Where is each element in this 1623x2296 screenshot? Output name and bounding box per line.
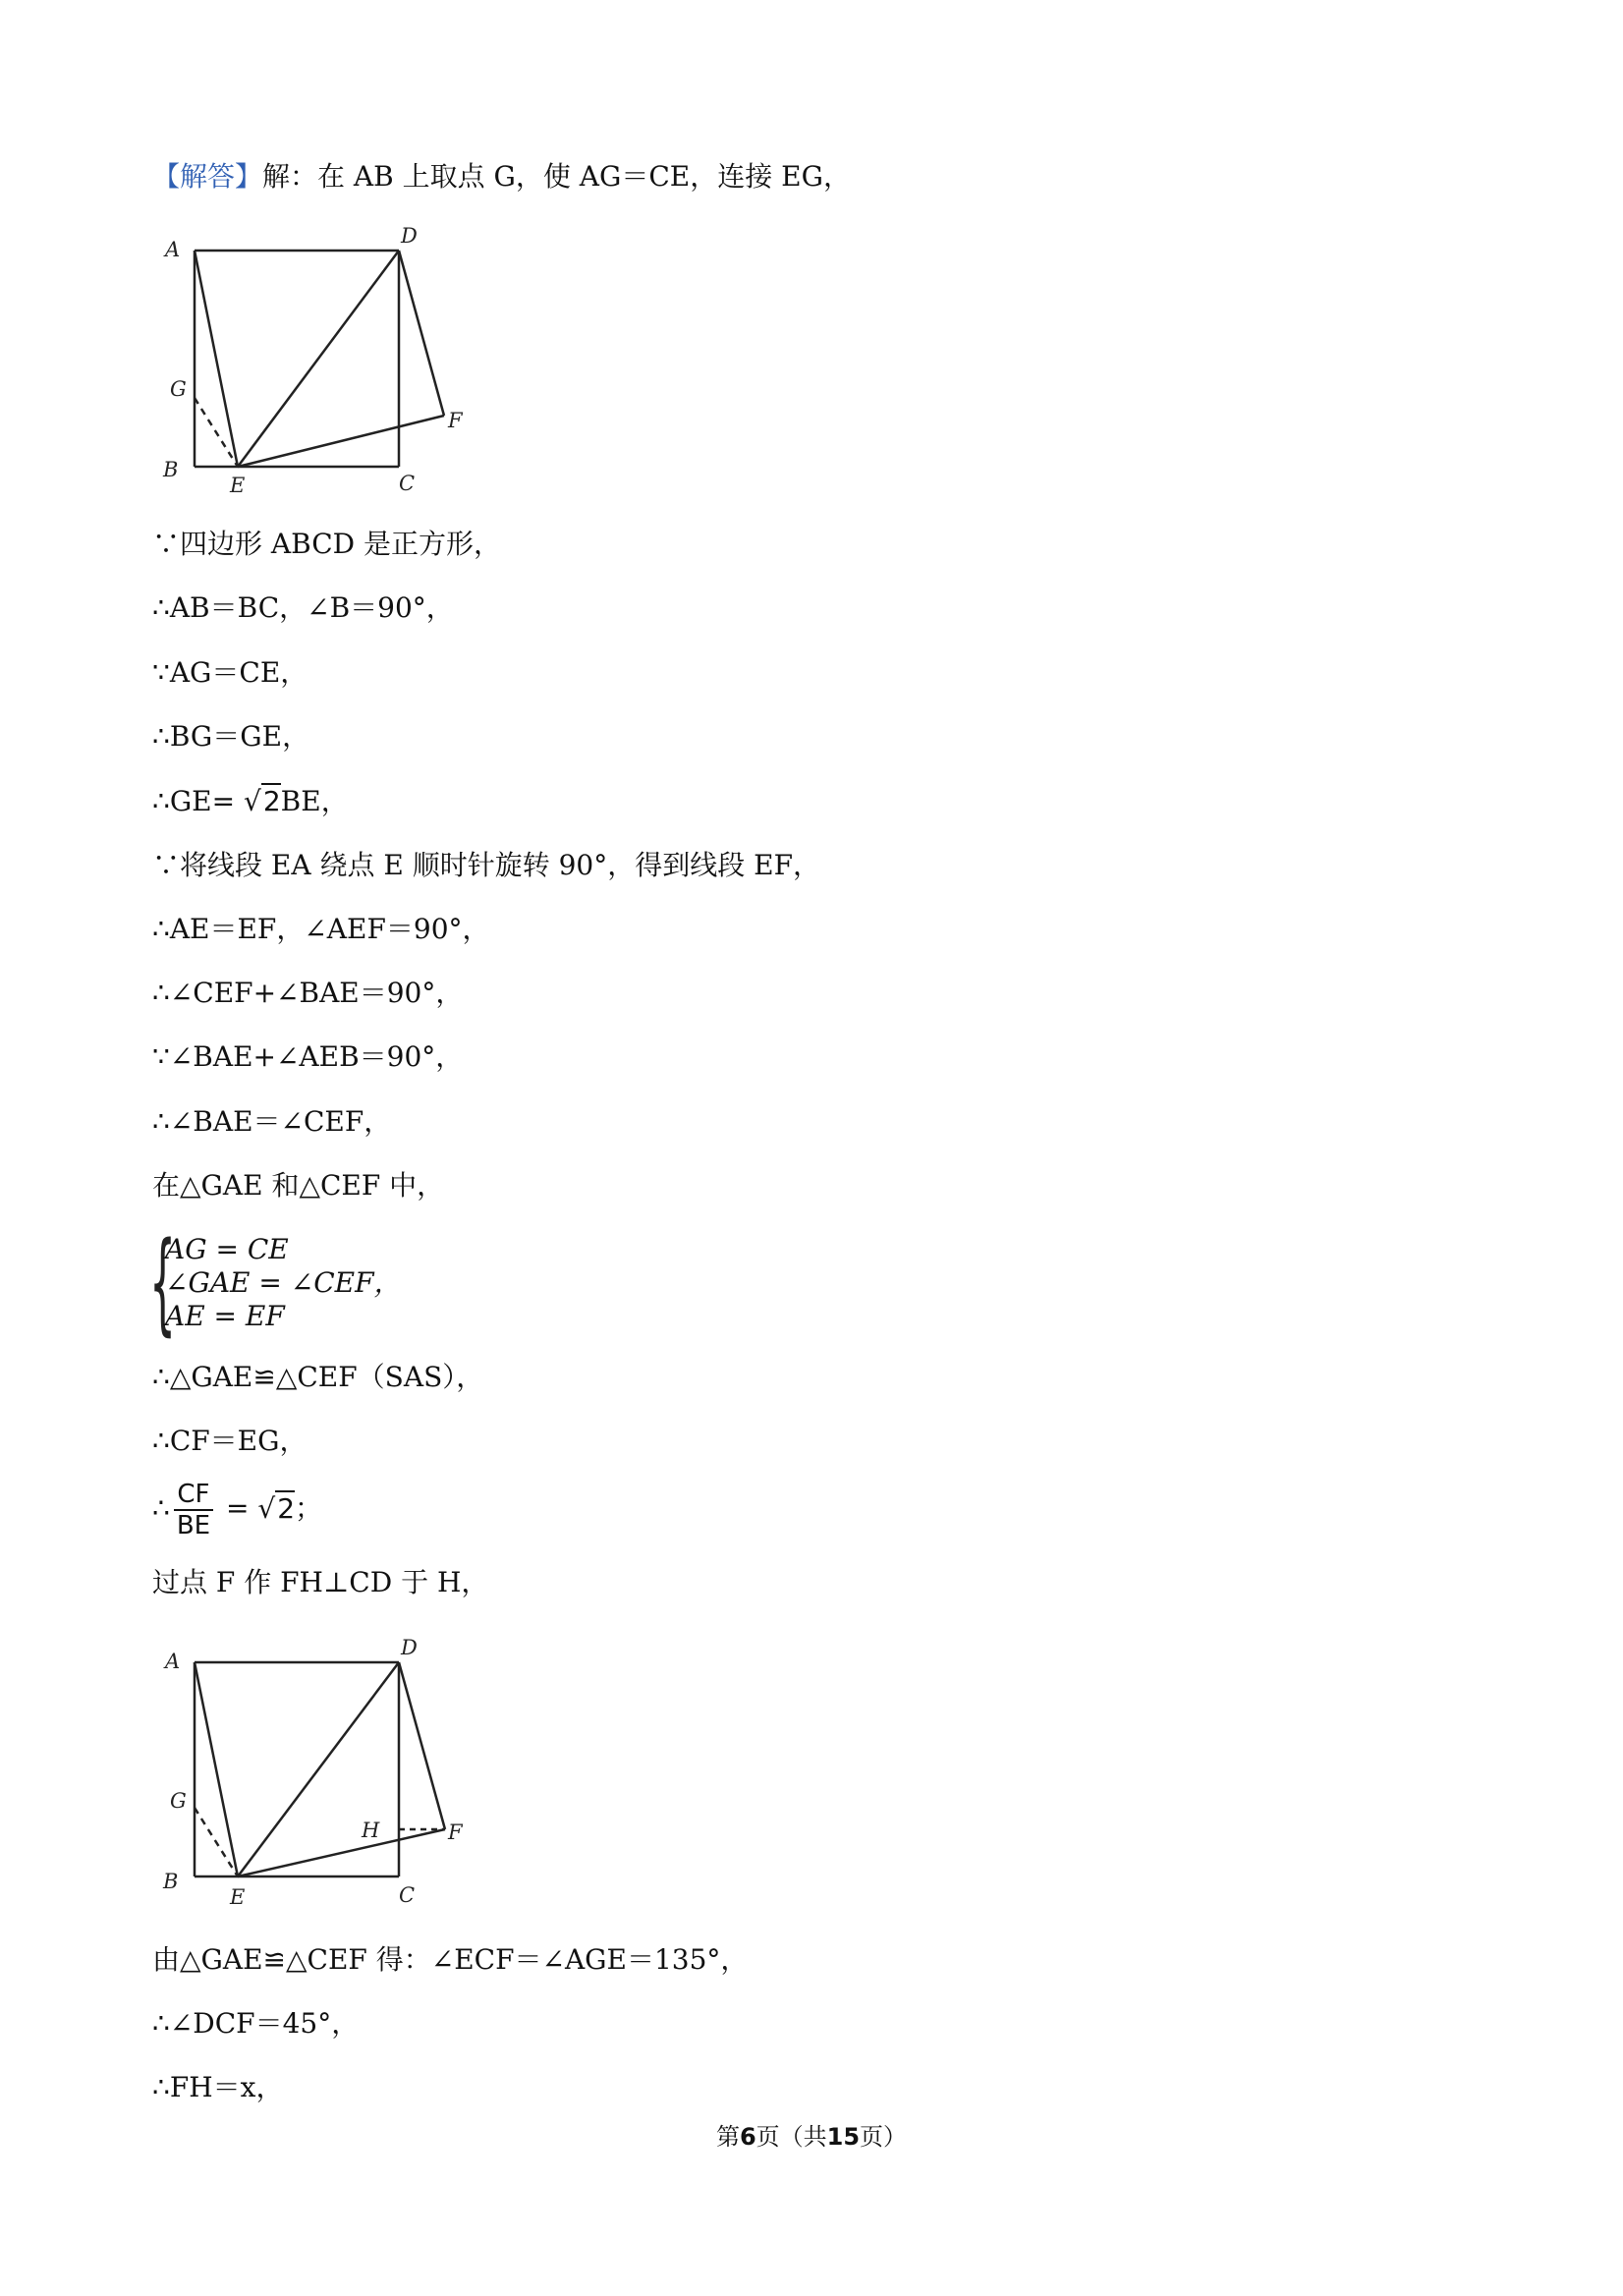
label2-H: H (362, 1819, 380, 1842)
page-footer (0, 2117, 1623, 2152)
square-diagram-1 (147, 221, 481, 501)
step-10: ∴∠BAE＝∠CEF， (152, 1105, 392, 1138)
square-diagram-2 (147, 1621, 481, 1906)
step-5-lead: ∴GE= (152, 785, 236, 817)
label-D: D (401, 224, 418, 248)
footer-post: 页） (860, 2123, 908, 2151)
footer-page-number: 6 (739, 2123, 756, 2151)
fraction (174, 1480, 213, 1540)
sqrt-2 (244, 784, 281, 819)
step-2: ∴AB＝BC，∠B＝90°， (152, 591, 454, 624)
label2-G: G (170, 1789, 187, 1813)
system-row-1: AG = CE (165, 1233, 289, 1265)
label2-C: C (399, 1883, 416, 1906)
label2-D: D (401, 1636, 418, 1659)
step-16: ∴∠DCF＝45°， (152, 2007, 360, 2040)
step-7: ∴AE＝EF，∠AEF＝90°， (152, 913, 490, 945)
step-9: ∵∠BAE+∠AEB＝90°， (152, 1040, 464, 1073)
label-C: C (399, 472, 416, 495)
label-B: B (163, 458, 179, 481)
step-8: ∴∠CEF+∠BAE＝90°， (152, 977, 464, 1009)
fraction-tail: ； (295, 1491, 323, 1525)
step-12: ∴△GAE≌△CEF（SAS）， (152, 1361, 484, 1393)
step-1: ∵四边形 ABCD 是正方形， (152, 528, 501, 560)
label2-E: E (230, 1885, 246, 1906)
step-14: 过点 F 作 FH⊥CD 于 H， (152, 1566, 489, 1598)
left-brace: { (149, 1219, 177, 1347)
footer-total-pages: 15 (826, 2123, 861, 2151)
fraction-sqrt (257, 1491, 295, 1527)
system-row-2: ∠GAE = ∠CEF， (165, 1266, 402, 1299)
step-15: 由△GAE≌△CEF 得：∠ECF＝∠AGE＝135°， (152, 1943, 749, 1976)
label2-F: F (448, 1820, 463, 1844)
sqrt-sign: √ (244, 785, 261, 817)
figure-1 (147, 221, 481, 505)
sqrt-radicand: 2 (262, 785, 281, 817)
seg-de (238, 251, 399, 467)
answer-tag: 【解答】 (152, 160, 263, 193)
step-5 (152, 784, 349, 819)
seg2-df (399, 1662, 445, 1829)
answer-heading (152, 159, 851, 195)
label-E: E (230, 474, 246, 497)
footer-pre: 第 (715, 2123, 740, 2151)
label-A: A (165, 238, 181, 261)
fraction-numerator: CF (174, 1480, 213, 1511)
footer-mid: 页（共 (756, 2123, 827, 2151)
label-F: F (448, 409, 463, 432)
step-11: 在△GAE 和△CEF 中， (152, 1169, 445, 1202)
label2-A: A (165, 1650, 181, 1673)
answer-intro: 解：在 AB 上取点 G，使 AG＝CE，连接 EG， (262, 160, 851, 193)
step-17: ∴FH＝x， (152, 2071, 284, 2103)
fraction-prefix: ∴ (152, 1491, 170, 1525)
fraction-sqrt-radicand: 2 (277, 1491, 296, 1525)
step-4: ∴BG＝GE， (152, 720, 310, 753)
step-6: ∵将线段 EA 绕点 E 顺时针旋转 90°，得到线段 EF， (152, 849, 821, 881)
system-row-3: AE = EF (165, 1300, 285, 1332)
step-5-tail: BE， (280, 785, 349, 817)
fraction-sqrt-sign: √ (257, 1491, 276, 1525)
fraction-line (152, 1480, 322, 1540)
step-3: ∵AG＝CE， (152, 656, 308, 689)
step-13: ∴CF＝EG， (152, 1425, 308, 1457)
label-G: G (170, 377, 187, 401)
fraction-equals: = (226, 1491, 250, 1525)
seg-df (399, 251, 444, 416)
figure-2 (147, 1621, 481, 1910)
label2-B: B (163, 1870, 179, 1893)
fraction-denominator: BE (176, 1511, 211, 1540)
